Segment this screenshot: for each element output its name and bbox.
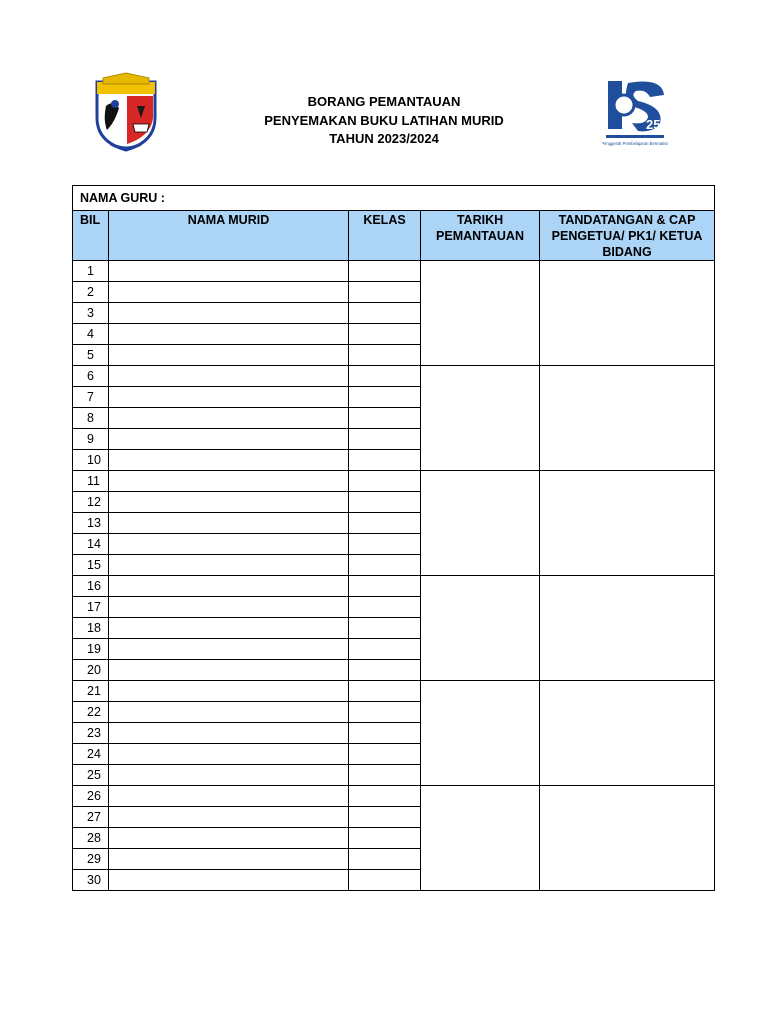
student-name-cell[interactable] (109, 513, 349, 534)
class-cell[interactable] (349, 408, 421, 429)
signature-stamp-cell[interactable] (540, 471, 715, 576)
row-number: 4 (73, 324, 109, 345)
signature-stamp-cell[interactable] (540, 576, 715, 681)
anniversary-logo (602, 77, 668, 149)
student-name-cell[interactable] (109, 429, 349, 450)
row-number: 6 (73, 366, 109, 387)
row-number: 1 (73, 261, 109, 282)
class-cell[interactable] (349, 576, 421, 597)
class-cell[interactable] (349, 723, 421, 744)
row-number: 12 (73, 492, 109, 513)
teacher-name-label: NAMA GURU : (80, 191, 165, 205)
row-number: 18 (73, 618, 109, 639)
student-name-cell[interactable] (109, 660, 349, 681)
student-name-cell[interactable] (109, 702, 349, 723)
table-row (73, 681, 715, 702)
header-nama-murid: NAMA MURID (109, 211, 349, 261)
title-line-2: PENYEMAKAN BUKU LATIHAN MURID (264, 112, 504, 128)
row-number: 19 (73, 639, 109, 660)
row-number: 28 (73, 828, 109, 849)
student-name-cell[interactable] (109, 618, 349, 639)
table-body (73, 261, 715, 891)
monitoring-date-cell[interactable] (421, 471, 540, 576)
header-tarikh-pemantauan: TARIKH PEMANTAUAN (421, 211, 540, 261)
class-cell[interactable] (349, 807, 421, 828)
student-name-cell[interactable] (109, 576, 349, 597)
student-name-cell[interactable] (109, 471, 349, 492)
header-kelas: KELAS (349, 211, 421, 261)
class-cell[interactable] (349, 534, 421, 555)
row-number: 17 (73, 597, 109, 618)
student-name-cell[interactable] (109, 639, 349, 660)
signature-stamp-cell[interactable] (540, 261, 715, 366)
signature-stamp-cell[interactable] (540, 786, 715, 891)
class-cell[interactable] (349, 702, 421, 723)
student-name-cell[interactable] (109, 744, 349, 765)
row-number: 29 (73, 849, 109, 870)
monitoring-date-cell[interactable] (421, 786, 540, 891)
class-cell[interactable] (349, 870, 421, 891)
student-name-cell[interactable] (109, 849, 349, 870)
class-cell[interactable] (349, 681, 421, 702)
student-name-cell[interactable] (109, 765, 349, 786)
table-row (73, 366, 715, 387)
student-name-cell[interactable] (109, 807, 349, 828)
class-cell[interactable] (349, 261, 421, 282)
row-number: 3 (73, 303, 109, 324)
row-number: 26 (73, 786, 109, 807)
student-name-cell[interactable] (109, 786, 349, 807)
class-cell[interactable] (349, 513, 421, 534)
form-title (200, 93, 568, 149)
monitoring-form-table (72, 185, 715, 891)
class-cell[interactable] (349, 387, 421, 408)
class-cell[interactable] (349, 660, 421, 681)
teacher-name-field[interactable] (73, 186, 715, 211)
logo-number: 25 (646, 117, 661, 132)
student-name-cell[interactable] (109, 828, 349, 849)
row-number: 5 (73, 345, 109, 366)
monitoring-date-cell[interactable] (421, 261, 540, 366)
student-name-cell[interactable] (109, 450, 349, 471)
student-name-cell[interactable] (109, 597, 349, 618)
class-cell[interactable] (349, 786, 421, 807)
class-cell[interactable] (349, 282, 421, 303)
class-cell[interactable] (349, 324, 421, 345)
class-cell[interactable] (349, 366, 421, 387)
class-cell[interactable] (349, 828, 421, 849)
class-cell[interactable] (349, 597, 421, 618)
row-number: 22 (73, 702, 109, 723)
row-number: 30 (73, 870, 109, 891)
monitoring-date-cell[interactable] (421, 576, 540, 681)
class-cell[interactable] (349, 429, 421, 450)
student-name-cell[interactable] (109, 681, 349, 702)
row-number: 15 (73, 555, 109, 576)
class-cell[interactable] (349, 450, 421, 471)
student-name-cell[interactable] (109, 555, 349, 576)
table-row (73, 786, 715, 807)
class-cell[interactable] (349, 303, 421, 324)
student-name-cell[interactable] (109, 282, 349, 303)
title-line-3: TAHUN 2023/2024 (329, 131, 439, 146)
class-cell[interactable] (349, 639, 421, 660)
row-number: 21 (73, 681, 109, 702)
class-cell[interactable] (349, 492, 421, 513)
signature-stamp-cell[interactable] (540, 681, 715, 786)
monitoring-date-cell[interactable] (421, 681, 540, 786)
row-number: 25 (73, 765, 109, 786)
student-name-cell[interactable] (109, 408, 349, 429)
row-number: 24 (73, 744, 109, 765)
student-name-cell[interactable] (109, 870, 349, 891)
table-row (73, 576, 715, 597)
row-number: 27 (73, 807, 109, 828)
student-name-cell[interactable] (109, 345, 349, 366)
school-crest-logo (93, 72, 159, 152)
row-number: 9 (73, 429, 109, 450)
row-number: 16 (73, 576, 109, 597)
student-name-cell[interactable] (109, 387, 349, 408)
class-cell[interactable] (349, 555, 421, 576)
row-number: 2 (73, 282, 109, 303)
header-tandatangan: TANDATANGAN & CAP PENGETUA/ PK1/ KETUA BIDANG (540, 211, 715, 261)
table-header-row (73, 211, 715, 261)
table-row (73, 261, 715, 282)
logo-caption: Penggerak Pembelajaran Bermakna (602, 141, 668, 146)
monitoring-date-cell[interactable] (421, 366, 540, 471)
student-name-cell[interactable] (109, 261, 349, 282)
row-number: 8 (73, 408, 109, 429)
row-number: 10 (73, 450, 109, 471)
row-number: 7 (73, 387, 109, 408)
class-cell[interactable] (349, 849, 421, 870)
class-cell[interactable] (349, 618, 421, 639)
student-name-cell[interactable] (109, 324, 349, 345)
student-name-cell[interactable] (109, 366, 349, 387)
class-cell[interactable] (349, 744, 421, 765)
row-number: 14 (73, 534, 109, 555)
row-number: 11 (73, 471, 109, 492)
student-name-cell[interactable] (109, 492, 349, 513)
header-bil: BIL (73, 211, 109, 261)
signature-stamp-cell[interactable] (540, 366, 715, 471)
row-number: 13 (73, 513, 109, 534)
student-name-cell[interactable] (109, 723, 349, 744)
class-cell[interactable] (349, 345, 421, 366)
class-cell[interactable] (349, 765, 421, 786)
row-number: 20 (73, 660, 109, 681)
title-line-1: BORANG PEMANTAUAN (307, 94, 461, 109)
table-row (73, 471, 715, 492)
student-name-cell[interactable] (109, 303, 349, 324)
student-name-cell[interactable] (109, 534, 349, 555)
row-number: 23 (73, 723, 109, 744)
class-cell[interactable] (349, 471, 421, 492)
